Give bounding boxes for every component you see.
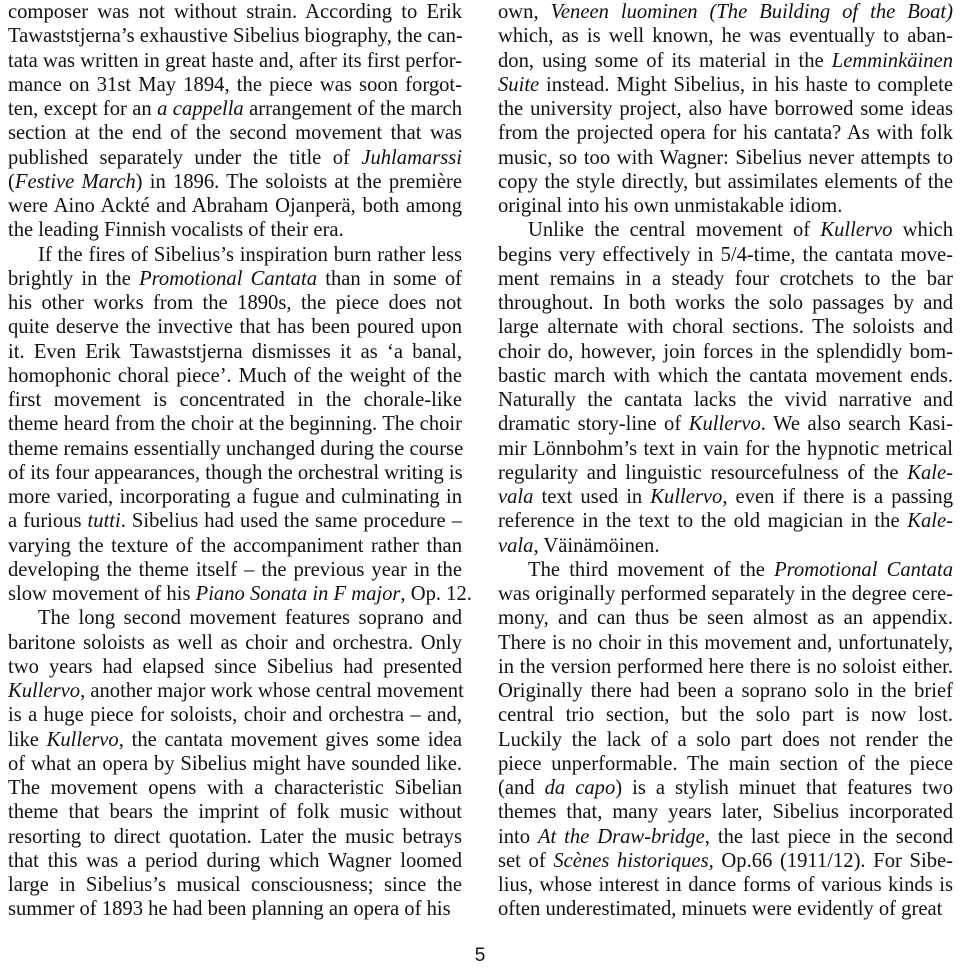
text-line — [8, 412, 462, 436]
text-line — [8, 582, 472, 606]
text-run: ) in 1896. The soloists at the première — [135, 170, 462, 193]
text-run: from the projected opera for his cantata? As with folk — [498, 122, 953, 145]
text-line — [8, 849, 462, 873]
text-run: often underestimated, minuets were evidently of great — [498, 898, 943, 921]
text-line — [8, 485, 462, 509]
text-line — [8, 194, 462, 218]
text-line — [8, 243, 462, 267]
text-run: Naturally the cantata lacks the vivid narrative and — [498, 389, 953, 411]
text-run: is a huge piece for soloists, choir and orchestra – and, — [8, 704, 462, 727]
italic-title: vala — [498, 534, 534, 557]
text-run: There is no choir in this movement and, unfortunately, — [498, 631, 953, 654]
text-run: section at the end of the second movement that was — [8, 122, 462, 145]
text-run: text used in — [533, 486, 651, 508]
text-run: , Op. 12. — [400, 583, 472, 605]
text-run: which, as is well known, he was eventually to aban- — [498, 25, 953, 48]
text-line — [8, 534, 462, 558]
text-run: , the last piece in the second — [704, 825, 953, 848]
text-run: music, so too with Wagner: Sibelius never attempts to — [498, 146, 953, 169]
text-line — [498, 509, 953, 533]
text-line — [498, 849, 953, 873]
text-run: his other works from the 1890s, the piece does not — [8, 292, 462, 314]
left-column — [8, 0, 472, 922]
text-run: , another major work whose central movement — [80, 680, 464, 702]
text-run: ment remains in a steady four crotchets to the bar — [498, 267, 953, 290]
text-line — [8, 437, 462, 461]
text-run: throughout. In both works the solo passages by and — [498, 292, 953, 314]
text-run: ( — [8, 170, 15, 193]
text-run: Unlike the central movement of — [528, 219, 821, 242]
text-run: of what an opera by Sibelius might have sounded like. — [8, 752, 462, 775]
text-line — [8, 315, 462, 339]
text-line — [8, 461, 462, 485]
text-line — [498, 73, 953, 97]
text-line — [8, 49, 462, 73]
text-run: (and — [498, 777, 545, 799]
text-run: , the cantata movement gives some idea — [118, 728, 463, 751]
text-line — [8, 24, 462, 48]
text-run: own, — [498, 1, 551, 23]
text-run: first movement is concentrated in the chorale-like — [8, 389, 462, 411]
text-line — [8, 679, 462, 703]
text-run: more varied, incorporating a fugue and culminating in — [8, 486, 462, 508]
text-line — [498, 461, 953, 485]
italic-title: Piano Sonata in F major — [195, 583, 401, 605]
text-run: homophonic choral piece’. Much of the weight of the — [8, 364, 462, 387]
text-run: regularity and linguistic resourcefulness of the — [498, 461, 908, 484]
text-run: ) is a stylish minuet that features two — [615, 777, 953, 799]
italic-title: a cappella — [157, 98, 244, 120]
italic-title: Kale- — [907, 510, 953, 533]
page-number: 5 — [474, 945, 486, 966]
text-line — [498, 655, 953, 679]
text-line — [8, 291, 462, 315]
text-line — [8, 776, 462, 800]
text-line — [8, 897, 462, 921]
text-run: instead. Might Sibelius, in his haste to complete — [539, 73, 953, 96]
text-line — [8, 340, 462, 364]
text-run: baritone soloists as well as choir and orchestra. Only — [8, 631, 462, 654]
text-run: the university project, also have borrowed some ideas — [498, 98, 953, 120]
text-run: the leading Finnish vocalists of their era. — [8, 219, 344, 242]
text-line — [498, 873, 953, 897]
italic-title: Kullervo — [46, 728, 119, 751]
text-run: dramatic story-line of — [498, 413, 689, 436]
italic-title: vala — [498, 486, 534, 508]
italic-title: At the Draw-bridge — [537, 825, 705, 848]
text-run: composer was not without strain. According to Erik — [8, 1, 462, 23]
text-line — [498, 582, 953, 606]
italic-title: Kale- — [907, 461, 953, 484]
text-line — [498, 728, 953, 752]
text-line — [8, 218, 462, 242]
text-line — [498, 703, 953, 727]
text-run: arrangement of the march — [243, 98, 462, 120]
text-line — [8, 655, 462, 679]
text-line — [8, 703, 462, 727]
text-run: developing the theme itself – the previous year in the — [8, 558, 462, 581]
text-run: theme that bears the imprint of folk music without — [8, 801, 462, 824]
text-run: begins very effectively in 5/4-time, the cantata move- — [498, 243, 953, 266]
text-line — [498, 606, 953, 630]
text-line — [8, 873, 462, 897]
text-line — [8, 631, 462, 655]
text-run: large alternate with choral sections. The soloists and — [498, 316, 953, 339]
italic-title: Juhlamarssi — [361, 146, 462, 169]
right-column — [498, 0, 953, 922]
text-run: copy the style directly, but assimilates elements of the — [498, 170, 953, 193]
italic-title: Promotional Cantata — [774, 558, 953, 581]
text-line — [498, 291, 953, 315]
text-line — [8, 267, 462, 291]
italic-title: Kullervo — [820, 219, 893, 242]
text-run: summer of 1893 he had been planning an opera of his — [8, 898, 451, 921]
text-line — [8, 558, 462, 582]
text-run: quite deserve the invective that has been poured upon — [8, 316, 462, 339]
text-run: was originally performed separately in the degree cere- — [498, 583, 953, 605]
text-line — [8, 364, 462, 388]
text-line — [498, 679, 953, 703]
text-run: than in some of — [317, 267, 462, 290]
text-run: , Op.66 (1911/12). For Sibe- — [708, 849, 953, 872]
text-run: Tawaststjerna’s exhaustive Sibelius biography, the can- — [8, 25, 463, 48]
text-line — [498, 0, 953, 24]
text-run: theme heard from the choir at the beginning. The choir — [8, 413, 462, 436]
text-line — [498, 776, 953, 800]
text-run: Originally there had been a soprano solo in the brief — [498, 680, 953, 702]
text-run: brightly in the — [8, 267, 140, 290]
text-run: mance on 31st May 1894, the piece was soon forgot- — [8, 73, 462, 96]
text-run: bastic march with which the cantata movement ends. — [498, 364, 953, 387]
text-line — [498, 897, 953, 921]
text-line — [498, 364, 953, 388]
text-line — [498, 412, 953, 436]
text-run: two years had elapsed since Sibelius had presented — [8, 655, 462, 678]
text-line — [8, 146, 462, 170]
text-run: . Sibelius had used the same procedure – — [120, 510, 463, 533]
text-line — [8, 388, 462, 412]
text-run: mony, and can thus be seen almost as an appendix. — [498, 607, 953, 630]
text-run: slow movement of his — [8, 583, 196, 605]
text-run: . We also search Kasi- — [760, 413, 953, 436]
text-run: The third movement of the — [528, 558, 775, 581]
text-run: choir do, however, join forces in the splendidly bom- — [498, 340, 953, 363]
italic-title: Scènes historiques — [553, 849, 709, 872]
text-run: varying the texture of the accompaniment rather than — [8, 534, 462, 557]
text-line — [498, 534, 953, 558]
text-run: The long second movement features soprano and — [38, 607, 462, 630]
italic-title: Kullervo — [8, 680, 81, 702]
text-run: large in Sibelius’s musical consciousness; since the — [8, 874, 462, 896]
text-line — [8, 800, 462, 824]
text-line — [498, 315, 953, 339]
text-line — [8, 121, 462, 145]
text-line — [8, 97, 462, 121]
text-run: a furious — [8, 510, 88, 533]
text-line — [498, 631, 953, 655]
italic-title: Kullervo — [688, 413, 761, 436]
text-run: into — [498, 825, 538, 848]
text-line — [498, 218, 953, 242]
text-line — [498, 267, 953, 291]
italic-title: Promotional Cantata — [139, 267, 318, 290]
text-run: piece unperformable. The main section of the piece — [498, 752, 953, 775]
text-run: Luckily the lack of a solo part does not render the — [498, 728, 953, 751]
italic-title: Lemminkäinen — [831, 49, 953, 72]
text-run: lius, whose interest in dance forms of various kinds is — [498, 874, 953, 896]
text-run: The movement opens with a characteristic Sibelian — [8, 777, 462, 799]
text-line — [498, 800, 953, 824]
italic-title: Kullervo — [650, 486, 723, 508]
text-line — [498, 170, 953, 194]
italic-title: Festive March — [14, 170, 136, 193]
text-run: tata was written in great haste and, after its first perfor- — [8, 49, 462, 72]
text-run: resorting to direct quotation. Later the music betrays — [8, 825, 462, 848]
text-line — [498, 49, 953, 73]
text-line — [498, 825, 953, 849]
text-run: original into his own unmistakable idiom. — [498, 195, 843, 217]
text-run: , even if there is a passing — [722, 486, 954, 508]
text-line — [8, 170, 462, 194]
text-run: which — [892, 219, 953, 242]
text-line — [8, 752, 462, 776]
text-run: reference in the text to the old magician in the — [498, 510, 908, 533]
text-run: ten, except for an — [8, 98, 158, 120]
italic-title: da capo — [544, 777, 616, 799]
text-run: were Aino Ackté and Abraham Ojanperä, both among — [8, 195, 462, 217]
text-run: If the fires of Sibelius’s inspiration burn rather less — [38, 243, 462, 266]
text-line — [8, 509, 462, 533]
text-line — [8, 825, 462, 849]
text-run: published separately under the title of — [8, 146, 362, 169]
text-run: that this was a period during which Wagner loomed — [8, 849, 462, 872]
text-run: like — [8, 728, 47, 751]
text-line — [498, 194, 953, 218]
text-run: central trio section, but the solo part is now lost. — [498, 704, 953, 727]
text-line — [8, 728, 462, 752]
text-line — [498, 558, 953, 582]
text-run: don, using some of its material in the — [498, 49, 832, 72]
italic-title: Suite — [498, 73, 540, 96]
text-line — [498, 146, 953, 170]
text-run: set of — [498, 849, 554, 872]
text-run: it. Even Erik Tawaststjerna dismisses it as ‘a banal, — [8, 340, 462, 363]
text-run: themes that, many years later, Sibelius incorporated — [498, 801, 953, 824]
text-line — [498, 485, 953, 509]
text-run: mir Lönnbohm’s text in vain for the hypnotic metrical — [498, 437, 953, 460]
italic-title: Veneen luominen (The Building of the Boat) — [550, 1, 953, 23]
text-run: theme remains essentially unchanged during the course — [8, 437, 464, 460]
text-run: , Väinämöinen. — [533, 534, 660, 557]
text-line — [498, 121, 953, 145]
text-line — [498, 388, 953, 412]
text-line — [498, 340, 953, 364]
text-line — [498, 97, 953, 121]
italic-title: tutti — [87, 510, 121, 533]
text-line — [498, 752, 953, 776]
text-line — [498, 243, 953, 267]
text-line — [8, 606, 462, 630]
text-line — [8, 73, 462, 97]
text-run: in the version performed here there is no soloist either. — [498, 655, 953, 678]
text-run: of its four appearances, though the orchestral writing is — [8, 461, 463, 484]
text-line — [498, 24, 953, 48]
text-line — [498, 437, 953, 461]
text-line — [8, 0, 462, 24]
